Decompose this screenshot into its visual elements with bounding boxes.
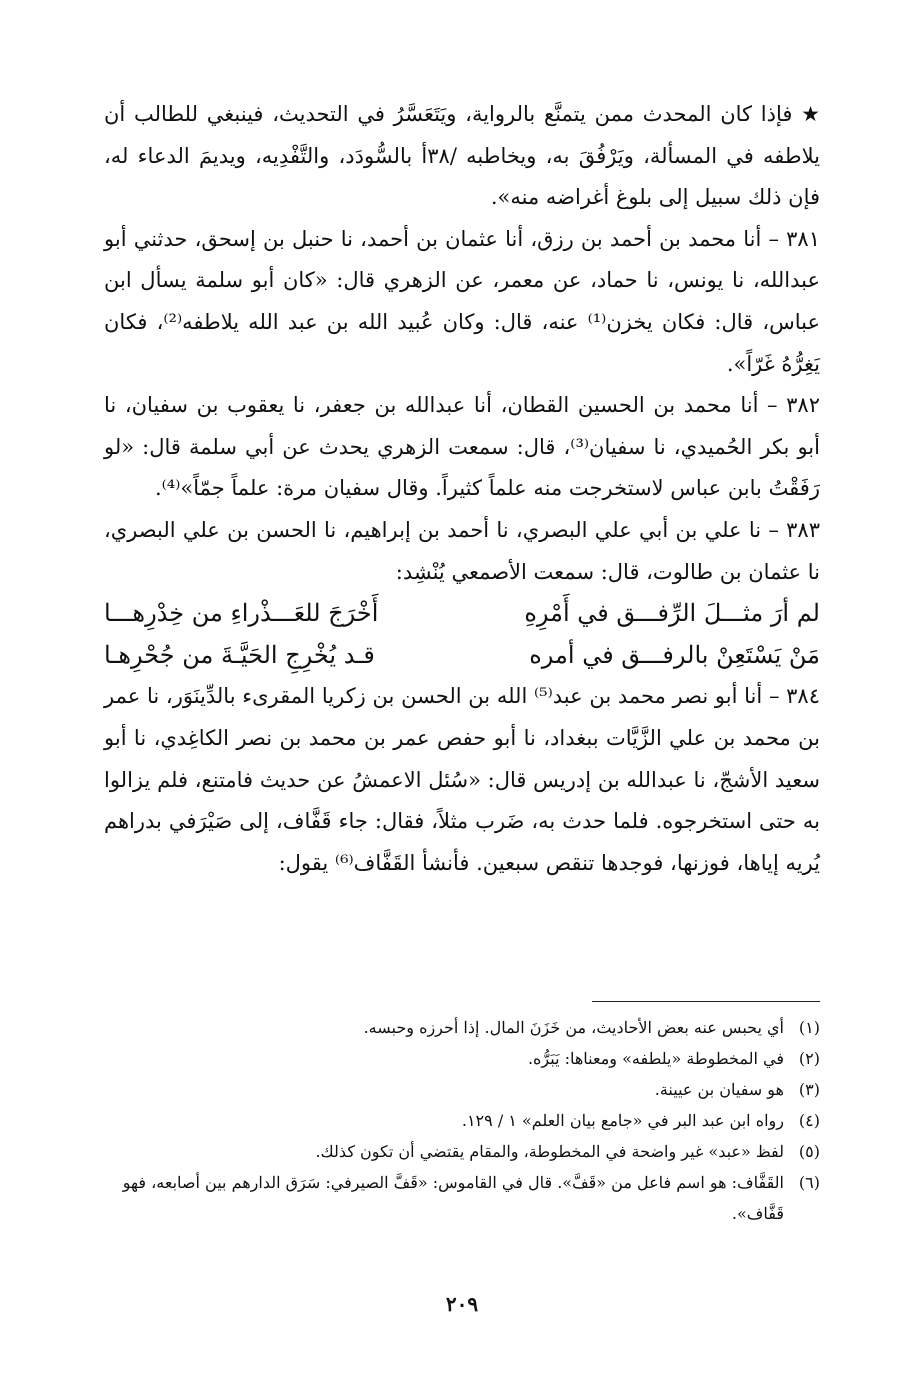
paragraph-384: ٣٨٤ – أنا أبو نصر محمد بن عبد⁽⁵⁾ الله بن الحسن بن زكريا المقرىء بالدِّينَوَر، نا عمر بن محمد بن علي الزَّيَّات ببغداد، نا أبو حفص عمر بن محمد بن نصر الكاغِدي، نا أبو سعيد الأشجّ، نا عبدالله بن إدريس قال: «سُئل الاعمشُ عن حديث فامتنع، فلم يزالوا به حتى استخرجوه. فلما حدث به، ضَرب مثلاً، فقال: جاء قَفَّاف، إلى صَيْرَفي بدراهم يُريه إياها، فوزنها، فوجدها تنقص سبعين. فأنشأ القَفَّاف⁽⁶⁾ يقول: [104,684,820,875]
footnote-text: القَفَّاف: هو اسم فاعل من «قَفَّ». قال في القاموس: «قَفَّ الصيرفي: سَرَق الدارهم بين أصابعه، فهو قَفَّاف». [122,1173,784,1223]
footnote-number: (٢) [798,1049,820,1068]
page-number: ٢٠٩ [445,1292,479,1316]
paragraph-383: ٣٨٣ – نا علي بن أبي علي البصري، نا أحمد بن إبراهيم، نا الحسن بن علي البصري، نا عثمان بن طالوت، قال: سمعت الأصمعي يُنْشِد: [104,517,820,584]
footnote-text: هو سفيان بن عيينة. [654,1080,784,1099]
poem [104,593,820,676]
paragraph-382: ٣٨٢ – أنا محمد بن الحسين القطان، أنا عبدالله بن جعفر، نا يعقوب بن سفيان، نا أبو بكر الحُميدي، نا سفيان⁽³⁾، قال: سمعت الزهري يحدث عن أبي سلمة قال: «لو رَفَقْتُ بابن عباس لاستخرجت منه علماً كثيراً. وقال سفيان مرة: علماً جمّاً»⁽⁴⁾. [104,393,820,501]
main-text [104,94,820,884]
footnote [104,1136,820,1167]
footnote-text: أي يحبس عنه بعض الأحاديث، من خَزَنَ المال. إذا أحرزه وحبسه. [363,1018,784,1037]
footnote-separator [592,1001,820,1002]
footnote-text: رواه ابن عبد البر في «جامع بيان العلم» ١ / ١٢٩. [461,1111,784,1130]
footnote-number: (٥) [798,1142,820,1161]
poem-verse [104,593,820,635]
footnote [104,1105,820,1136]
footnote-number: (١) [798,1018,820,1037]
verse-first-hemistich: لم أرَ مثـــلَ الرِّفـــق في أَمْرِهِ [524,599,820,628]
footnote-number: (٤) [798,1111,820,1130]
footnote-text: لفظ «عبد» غير واضحة في المخطوطة، والمقام يقتضي أن تكون كذلك. [315,1142,784,1161]
footnotes [104,1012,820,1229]
poem-verse [104,635,820,677]
footnote-number: (٣) [798,1080,820,1099]
footnote-number: (٦) [798,1173,820,1192]
paragraph-intro: ★ فإذا كان المحدث ممن يتمنَّع بالرواية، ويَتَعَسَّرُ في التحديث، فينبغي للطالب أن يلاطفه في المسألة، ويَرْفُقَ به، ويخاطبه /٣٨أ بالسُّودَد، والتَّفْدِيه، ويديمَ الدعاء له، فإن ذلك سبيل إلى بلوغ أغراضه منه». [104,102,820,210]
footnote [104,1012,820,1043]
verse-second-hemistich: قـد يُخْرِجِ الحَيَّـةَ من جُحْرِهـا [104,640,375,669]
verse-first-hemistich: مَنْ يَسْتَعِنْ بالرفـــق في أمره [529,640,820,669]
footnote [104,1167,820,1229]
paragraph-381: ٣٨١ – أنا محمد بن أحمد بن رزق، أنا عثمان بن أحمد، نا حنبل بن إسحق، حدثني أبو عبدالله، نا يونس، نا حماد، عن معمر، عن الزهري قال: «كان أبو سلمة يسأل ابن عباس، قال: فكان يخزن⁽¹⁾ عنه، قال: وكان عُبيد الله بن عبد الله يلاطفه⁽²⁾، فكان يَغِرُّهُ غَرّاً». [104,226,820,376]
footnote-text: في المخطوطة «يلطفه» ومعناها: يَبَرُّه. [527,1049,784,1068]
footnote [104,1043,820,1074]
verse-second-hemistich: أَخْرَجَ للعَـــذْراءِ من خِدْرِهـــا [104,599,379,628]
footnote [104,1074,820,1105]
